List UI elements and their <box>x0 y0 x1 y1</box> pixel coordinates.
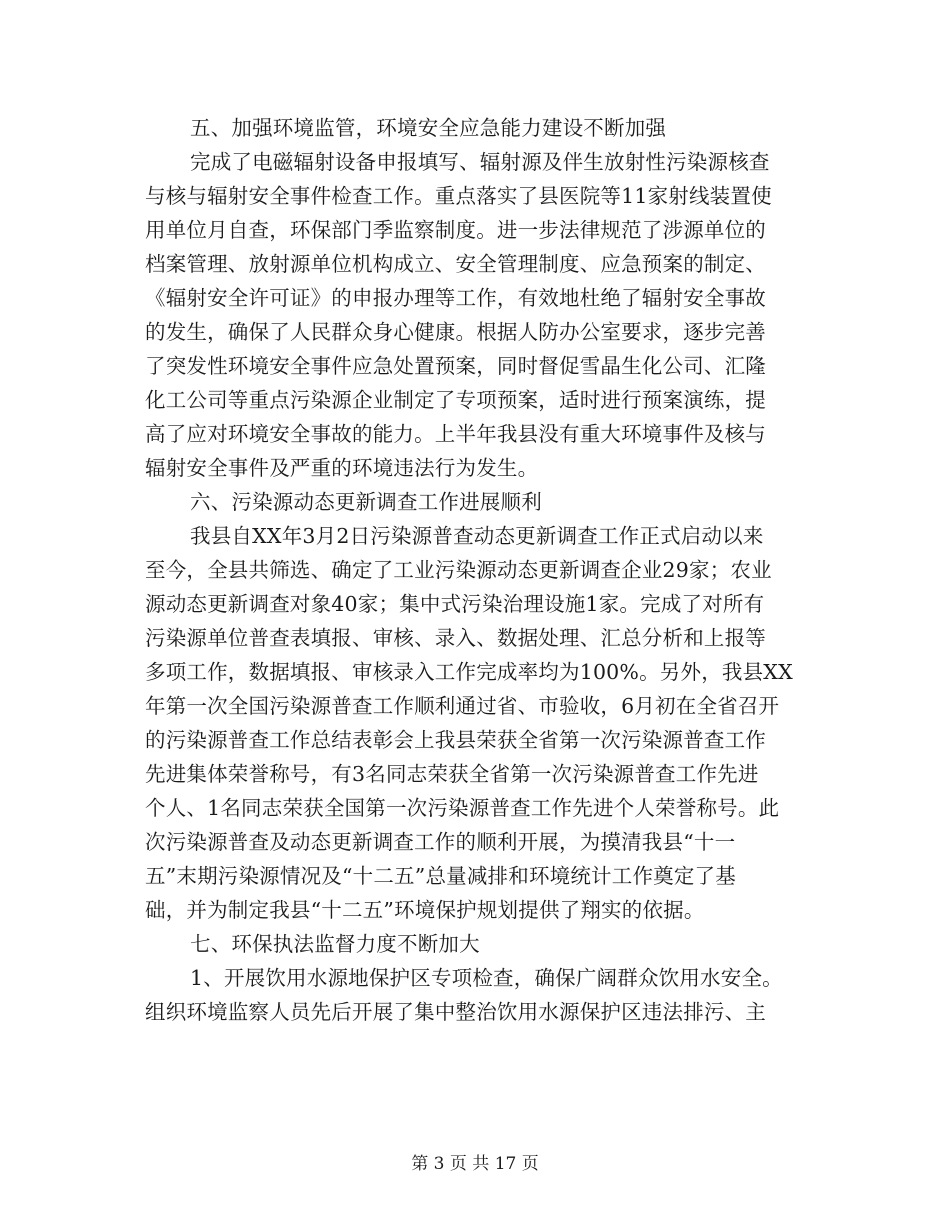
paragraph-line: 的污染源普查工作总结表彰会上我县荣获全省第一次污染源普查工作 <box>145 728 766 752</box>
paragraph-line: 础，并为制定我县“十二五”环境保护规划提供了翔实的依据。 <box>145 898 705 922</box>
page-number-label: 第 3 页 共 17 页 <box>411 1154 539 1174</box>
paragraph-line: 我县自XX年3月2日污染源普查动态更新调查工作正式启动以来 <box>190 524 764 548</box>
paragraph-line: 用单位月自查，环保部门季监察制度。进一步法律规范了涉源单位的 <box>145 218 766 242</box>
paragraph-line: 先进集体荣誉称号，有3名同志荣获全省第一次污染源普查工作先进 <box>145 762 759 786</box>
page-footer <box>0 1152 950 1176</box>
paragraph-line: 了突发性环境安全事件应急处置预案，同时督促雪晶生化公司、汇隆 <box>145 354 766 378</box>
paragraph-line: 年第一次全国污染源普查工作顺利通过省、市验收，6月初在全省召开 <box>145 694 780 718</box>
section-heading-6: 六、污染源动态更新调查工作进展顺利 <box>190 490 542 514</box>
paragraph-line: 1、开展饮用水源地保护区专项检查，确保广阔群众饮用水安全。 <box>190 966 783 990</box>
paragraph-line: 档案管理、放射源单位机构成立、安全管理制度、应急预案的制定、 <box>145 252 766 276</box>
section-heading-7: 七、环保执法监督力度不断加大 <box>190 932 480 956</box>
paragraph-line: 辐射安全事件及严重的环境违法行为发生。 <box>145 456 539 480</box>
paragraph-line: 的发生，确保了人民群众身心健康。根据人防办公室要求，逐步完善 <box>145 320 766 344</box>
paragraph-line: 污染源单位普查表填报、审核、录入、数据处理、汇总分析和上报等 <box>145 626 766 650</box>
paragraph-line: 化工公司等重点污染源企业制定了专项预案，适时进行预案演练，提 <box>145 388 766 412</box>
paragraph-line: 与核与辐射安全事件检查工作。重点落实了县医院等11家射线装置使 <box>145 184 772 208</box>
paragraph-line: 组织环境监察人员先后开展了集中整治饮用水源保护区违法排污、主 <box>145 1000 766 1024</box>
section-heading-5: 五、加强环境监管，环境安全应急能力建设不断加强 <box>190 116 667 140</box>
paragraph-line: 完成了电磁辐射设备申报填写、辐射源及伴生放射性污染源核查 <box>190 150 770 174</box>
paragraph-line: 五”末期污染源情况及“十二五”总量减排和环境统计工作奠定了基 <box>145 864 736 888</box>
paragraph-line: 高了应对环境安全事故的能力。上半年我县没有重大环境事件及核与 <box>145 422 766 446</box>
paragraph-line: 个人、1名同志荣获全国第一次污染源普查工作先进个人荣誉称号。此 <box>145 796 780 820</box>
paragraph-line: 源动态更新调查对象40家；集中式污染治理设施1家。完成了对所有 <box>145 592 765 616</box>
paragraph-line: 次污染源普查及动态更新调查工作的顺利开展，为摸清我县“十一 <box>145 830 736 854</box>
paragraph-line: 《辐射安全许可证》的申报办理等工作，有效地杜绝了辐射安全事故 <box>145 286 766 310</box>
paragraph-line: 多项工作，数据填报、审核录入工作完成率均为100%。另外，我县XX <box>145 660 793 684</box>
paragraph-line: 至今，全县共筛选、确定了工业污染源动态更新调查企业29家；农业 <box>145 558 772 582</box>
